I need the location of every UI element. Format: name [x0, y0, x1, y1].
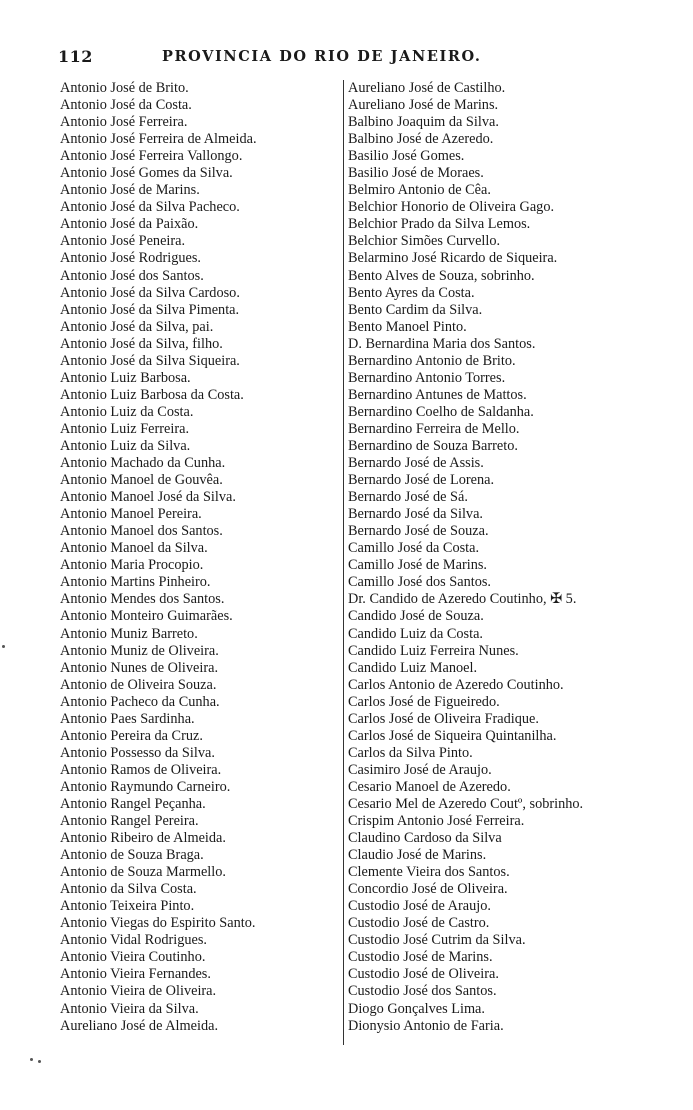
name-entry: Antonio Teixeira Pinto.: [60, 898, 195, 915]
name-entry: Custodio José Cutrim da Silva.: [348, 932, 526, 949]
name-entry: Aureliano José de Almeida.: [60, 1017, 219, 1034]
name-entry: Antonio Luiz Ferreira.: [60, 420, 190, 437]
name-entry: Bento Cardim da Silva.: [348, 301, 483, 318]
page-number: 112: [58, 47, 93, 66]
name-entry: Bernardino Ferreira de Mello.: [348, 420, 520, 437]
name-entry: Clemente Vieira dos Santos.: [348, 864, 510, 881]
name-entry: Antonio Manoel Pereira.: [60, 506, 202, 523]
name-entry: Cesario Manoel de Azeredo.: [348, 778, 511, 795]
name-entry: Antonio Ribeiro de Almeida.: [60, 830, 226, 847]
name-entry: Bernardo José de Sá.: [348, 489, 468, 506]
name-entry: Antonio Luiz da Silva.: [60, 437, 191, 454]
right-name-column: [348, 80, 658, 1035]
name-entry: Bernardino Antunes de Mattos.: [348, 386, 527, 403]
name-entry: Claudino Cardoso da Silva: [348, 830, 502, 847]
name-entry: Diogo Gonçalves Lima.: [348, 1000, 485, 1017]
name-entry: Antonio Raymundo Carneiro.: [60, 778, 231, 795]
name-entry: Crispim Antonio José Ferreira.: [348, 813, 525, 830]
name-entry: Custodio José de Castro.: [348, 915, 490, 932]
name-entry: Bernardino de Souza Barreto.: [348, 437, 518, 454]
name-entry: Antonio José dos Santos.: [60, 267, 204, 284]
name-entry: Antonio Paes Sardinha.: [60, 710, 195, 727]
name-entry: Antonio José da Silva Pacheco.: [60, 199, 240, 216]
name-entry: Camillo José da Costa.: [348, 540, 480, 557]
name-entry: Balbino José de Azeredo.: [348, 131, 494, 148]
name-entry: Candido Luiz Ferreira Nunes.: [348, 642, 519, 659]
name-entry: Antonio Vidal Rodrigues.: [60, 932, 208, 949]
name-entry: Candido Luiz da Costa.: [348, 625, 484, 642]
page-header: [58, 47, 653, 71]
name-entry: Antonio Manoel da Silva.: [60, 540, 208, 557]
name-entry: Custodio José de Marins.: [348, 949, 493, 966]
name-entry: Bento Ayres da Costa.: [348, 284, 475, 301]
name-entry: Bernardo José da Silva.: [348, 506, 483, 523]
name-entry: Camillo José de Marins.: [348, 557, 487, 574]
name-entry: Bento Manoel Pinto.: [348, 318, 467, 335]
name-entry: Antonio Rangel Pereira.: [60, 813, 199, 830]
name-entry: Dr. Candido de Azeredo Coutinho, ✠ 5.: [348, 591, 577, 608]
name-entry: Antonio Machado da Cunha.: [60, 455, 226, 472]
name-entry: Belmiro Antonio de Cêa.: [348, 182, 491, 199]
name-entry: Casimiro José de Araujo.: [348, 761, 492, 778]
name-entry: Antonio Vieira Fernandes.: [60, 966, 211, 983]
name-entry: Antonio da Silva Costa.: [60, 881, 197, 898]
name-entry: Carlos Antonio de Azeredo Coutinho.: [348, 676, 564, 693]
name-entry: Antonio Manoel José da Silva.: [60, 489, 236, 506]
name-entry: Belchior Simões Curvello.: [348, 233, 501, 250]
name-entry: Carlos José de Siqueira Quintanilha.: [348, 727, 557, 744]
name-entry: Belchior Honorio de Oliveira Gago.: [348, 199, 555, 216]
name-entry: Antonio Vieira Coutinho.: [60, 949, 206, 966]
name-entry: Antonio de Oliveira Souza.: [60, 676, 217, 693]
name-entry: Antonio José Ferreira de Almeida.: [60, 131, 257, 148]
print-speck: [2, 645, 5, 648]
name-entry: Carlos José de Figueiredo.: [348, 693, 500, 710]
name-entry: Antonio José Rodrigues.: [60, 250, 201, 267]
name-entry: Bento Alves de Souza, sobrinho.: [348, 267, 535, 284]
name-entry: Custodio José de Araujo.: [348, 898, 491, 915]
name-entry: Antonio Viegas do Espirito Santo.: [60, 915, 256, 932]
name-entry: Balbino Joaquim da Silva.: [348, 114, 499, 131]
name-entry: Dionysio Antonio de Faria.: [348, 1017, 504, 1034]
name-entry: Carlos da Silva Pinto.: [348, 744, 473, 761]
name-entry: Antonio Ramos de Oliveira.: [60, 761, 222, 778]
name-entry: Claudio José de Marins.: [348, 847, 487, 864]
name-entry: Antonio José de Marins.: [60, 182, 200, 199]
name-entry: Antonio Vieira da Silva.: [60, 1000, 199, 1017]
name-entry: Candido José de Souza.: [348, 608, 484, 625]
name-entry: Antonio José da Paixão.: [60, 216, 199, 233]
name-entry: Antonio Muniz Barreto.: [60, 625, 198, 642]
name-entry: Antonio José da Silva Cardoso.: [60, 284, 240, 301]
name-entry: Custodio José de Oliveira.: [348, 966, 499, 983]
name-entry: Carlos José de Oliveira Fradique.: [348, 710, 539, 727]
name-entry: Antonio José da Silva, pai.: [60, 318, 214, 335]
name-entry: Belarmino José Ricardo de Siqueira.: [348, 250, 558, 267]
name-entry: Aureliano José de Marins.: [348, 97, 499, 114]
name-entry: Antonio Pacheco da Cunha.: [60, 693, 220, 710]
name-entry: Antonio José da Silva, filho.: [60, 335, 223, 352]
name-entry: Candido Luiz Manoel.: [348, 659, 478, 676]
name-entry: Antonio de Souza Braga.: [60, 847, 204, 864]
name-entry: Antonio José da Silva Pimenta.: [60, 301, 240, 318]
name-entry: Antonio Martins Pinheiro.: [60, 574, 211, 591]
name-entry: Antonio Possesso da Silva.: [60, 744, 215, 761]
name-entry: Antonio de Souza Marmello.: [60, 864, 226, 881]
name-entry: Antonio José Gomes da Silva.: [60, 165, 233, 182]
name-entry: Antonio Luiz da Costa.: [60, 403, 194, 420]
left-name-column: [60, 80, 335, 1035]
name-entry: Antonio Muniz de Oliveira.: [60, 642, 219, 659]
name-entry: Antonio Pereira da Cruz.: [60, 727, 203, 744]
name-entry: Antonio Monteiro Guimarães.: [60, 608, 233, 625]
name-entry: Bernardo José de Assis.: [348, 455, 484, 472]
print-speck: [38, 1060, 41, 1063]
name-entry: Antonio José Ferreira.: [60, 114, 188, 131]
name-entry: Bernardo José de Lorena.: [348, 472, 495, 489]
name-entry: D. Bernardina Maria dos Santos.: [348, 335, 536, 352]
name-entry: Bernardino Coelho de Saldanha.: [348, 403, 534, 420]
name-entry: Custodio José dos Santos.: [348, 983, 497, 1000]
name-entry: Aureliano José de Castilho.: [348, 80, 506, 96]
name-entry: Antonio Rangel Peçanha.: [60, 795, 206, 812]
name-entry: Antonio Manoel de Gouvêa.: [60, 472, 223, 489]
name-entry: Bernardo José de Souza.: [348, 523, 489, 540]
name-entry: Antonio Manoel dos Santos.: [60, 523, 223, 540]
running-title: PROVINCIA DO RIO DE JANEIRO.: [162, 48, 482, 65]
name-entry: Antonio José da Costa.: [60, 97, 192, 114]
name-entry: Basilio José de Moraes.: [348, 165, 484, 182]
column-divider: [343, 80, 344, 1045]
name-entry: Belchior Prado da Silva Lemos.: [348, 216, 531, 233]
name-entry: Basilio José Gomes.: [348, 148, 465, 165]
name-entry: Bernardino Antonio Torres.: [348, 369, 506, 386]
name-entry: Antonio Luiz Barbosa da Costa.: [60, 386, 244, 403]
name-entry: Antonio Maria Procopio.: [60, 557, 204, 574]
name-entry: Camillo José dos Santos.: [348, 574, 491, 591]
name-entry: Antonio Nunes de Oliveira.: [60, 659, 219, 676]
name-entry: Antonio Vieira de Oliveira.: [60, 983, 217, 1000]
name-entry: Antonio Luiz Barbosa.: [60, 369, 191, 386]
name-entry: Cesario Mel de Azeredo Coutº, sobrinho.: [348, 795, 584, 812]
name-entry: Concordio José de Oliveira.: [348, 881, 508, 898]
name-entry: Antonio José Peneira.: [60, 233, 186, 250]
name-entry: Antonio Mendes dos Santos.: [60, 591, 225, 608]
name-entry: Bernardino Antonio de Brito.: [348, 352, 516, 369]
name-entry: Antonio José de Brito.: [60, 80, 189, 96]
name-entry: Antonio José da Silva Siqueira.: [60, 352, 240, 369]
print-speck: [30, 1058, 33, 1061]
name-entry: Antonio José Ferreira Vallongo.: [60, 148, 243, 165]
